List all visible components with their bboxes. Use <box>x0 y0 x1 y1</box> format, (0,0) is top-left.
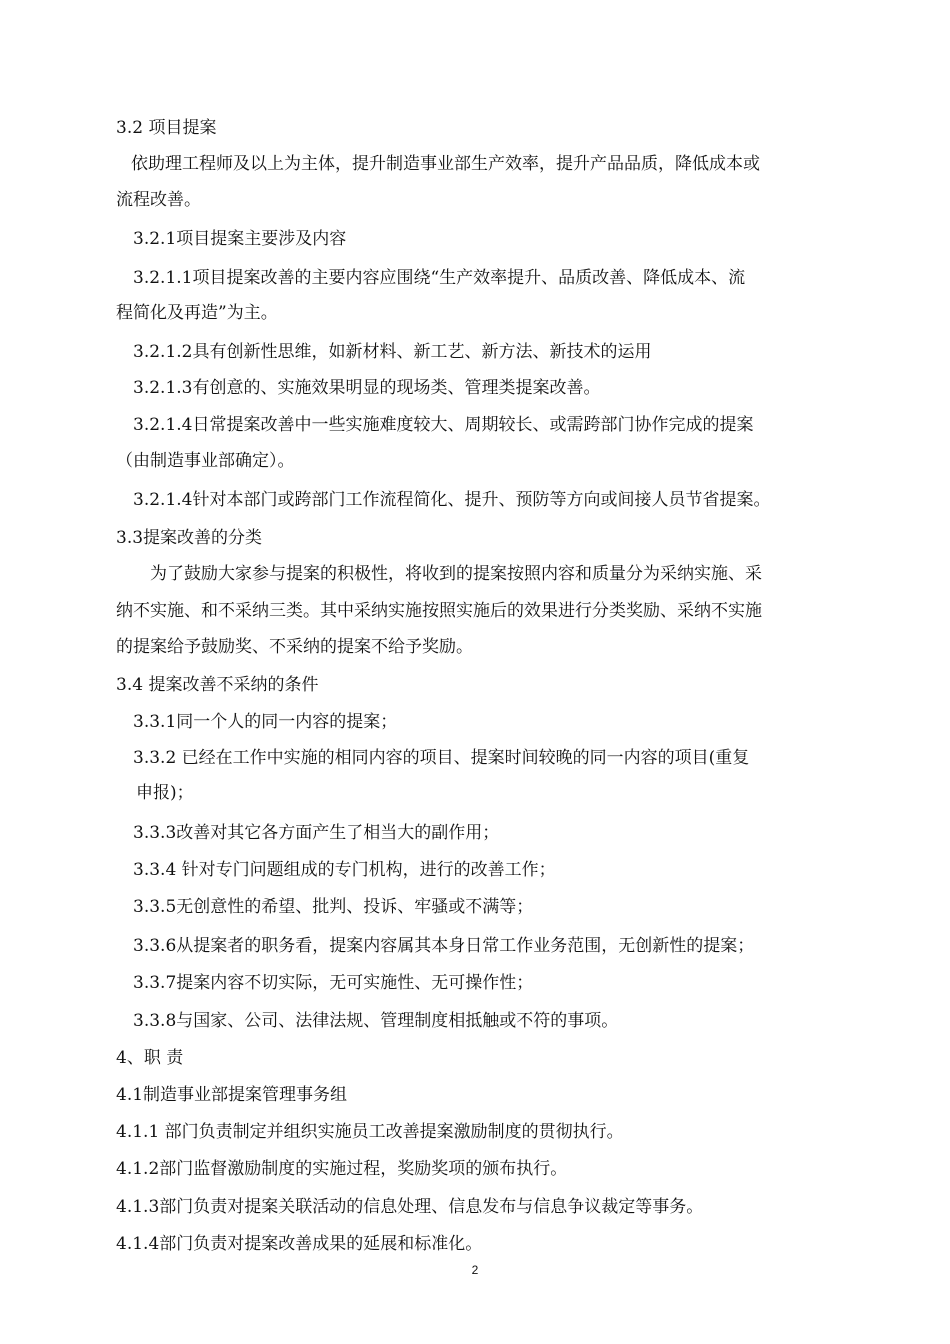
list-item: 3.2.1.1项目提案改善的主要内容应围绕“生产效率提升、品质改善、降低成本、流 <box>133 268 746 288</box>
paragraph-line: 流程改善。 <box>116 190 201 210</box>
heading-3-3: 3.3提案改善的分类 <box>116 528 263 548</box>
list-item: 3.3.5无创意性的希望、批判、投诉、牢骚或不满等； <box>133 897 534 917</box>
list-item: 4.1.2部门监督激励制度的实施过程，奖励奖项的颁布执行。 <box>116 1159 568 1179</box>
paragraph-line: 为了鼓励大家参与提案的积极性，将收到的提案按照内容和质量分为采纳实施、采 <box>150 564 762 584</box>
paragraph-line: 的提案给予鼓励奖、不采纳的提案不给予奖励。 <box>116 637 473 657</box>
page-number: 2 <box>471 1263 479 1277</box>
list-item-cont: （由制造事业部确定）。 <box>116 451 295 471</box>
paragraph-line: 纳不实施、和不采纳三类。其中采纳实施按照实施后的效果进行分类奖励、采纳不实施 <box>116 601 762 621</box>
heading-4: 4、职 责 <box>116 1048 184 1068</box>
list-item: 3.3.2 已经在工作中实施的相同内容的项目、提案时间较晚的同一内容的项目(重复 <box>133 748 750 768</box>
list-item: 3.3.7提案内容不切实际，无可实施性、无可操作性； <box>133 973 534 993</box>
heading-3-2: 3.2 项目提案 <box>116 118 217 138</box>
paragraph-line: 依助理工程师及以上为主体，提升制造事业部生产效率，提升产品品质，降低成本或 <box>131 154 760 174</box>
list-item: 3.2.1.4日常提案改善中一些实施难度较大、周期较长、或需跨部门协作完成的提案 <box>133 415 754 435</box>
list-item: 3.3.4 针对专门问题组成的专门机构，进行的改善工作； <box>133 860 556 880</box>
heading-4-1: 4.1制造事业部提案管理事务组 <box>116 1085 348 1105</box>
list-item: 4.1.4部门负责对提案改善成果的延展和标准化。 <box>116 1234 483 1254</box>
list-item: 3.2.1.4针对本部门或跨部门工作流程简化、提升、预防等方向或间接人员节省提案。 <box>133 490 771 510</box>
list-item: 3.2.1.2具有创新性思维，如新材料、新工艺、新方法、新技术的运用 <box>133 342 652 362</box>
list-item: 3.3.3改善对其它各方面产生了相当大的副作用； <box>133 823 500 843</box>
heading-3-4: 3.4 提案改善不采纳的条件 <box>116 675 319 695</box>
list-item-cont: 程简化及再造”为主。 <box>116 303 278 323</box>
list-item: 3.2.1.3有创意的、实施效果明显的现场类、管理类提案改善。 <box>133 378 601 398</box>
list-item: 3.3.8与国家、公司、法律法规、管理制度相抵触或不符的事项。 <box>133 1011 619 1031</box>
list-item: 3.3.1同一个人的同一内容的提案； <box>133 712 398 732</box>
list-item: 3.3.6从提案者的职务看，提案内容属其本身日常工作业务范围，无创新性的提案； <box>133 936 755 956</box>
list-item-cont: 申报)； <box>136 783 194 803</box>
list-item: 4.1.1 部门负责制定并组织实施员工改善提案激励制度的贯彻执行。 <box>116 1122 624 1142</box>
list-item: 4.1.3部门负责对提案关联活动的信息处理、信息发布与信息争议裁定等事务。 <box>116 1197 704 1217</box>
heading-3-2-1: 3.2.1项目提案主要涉及内容 <box>133 229 347 249</box>
